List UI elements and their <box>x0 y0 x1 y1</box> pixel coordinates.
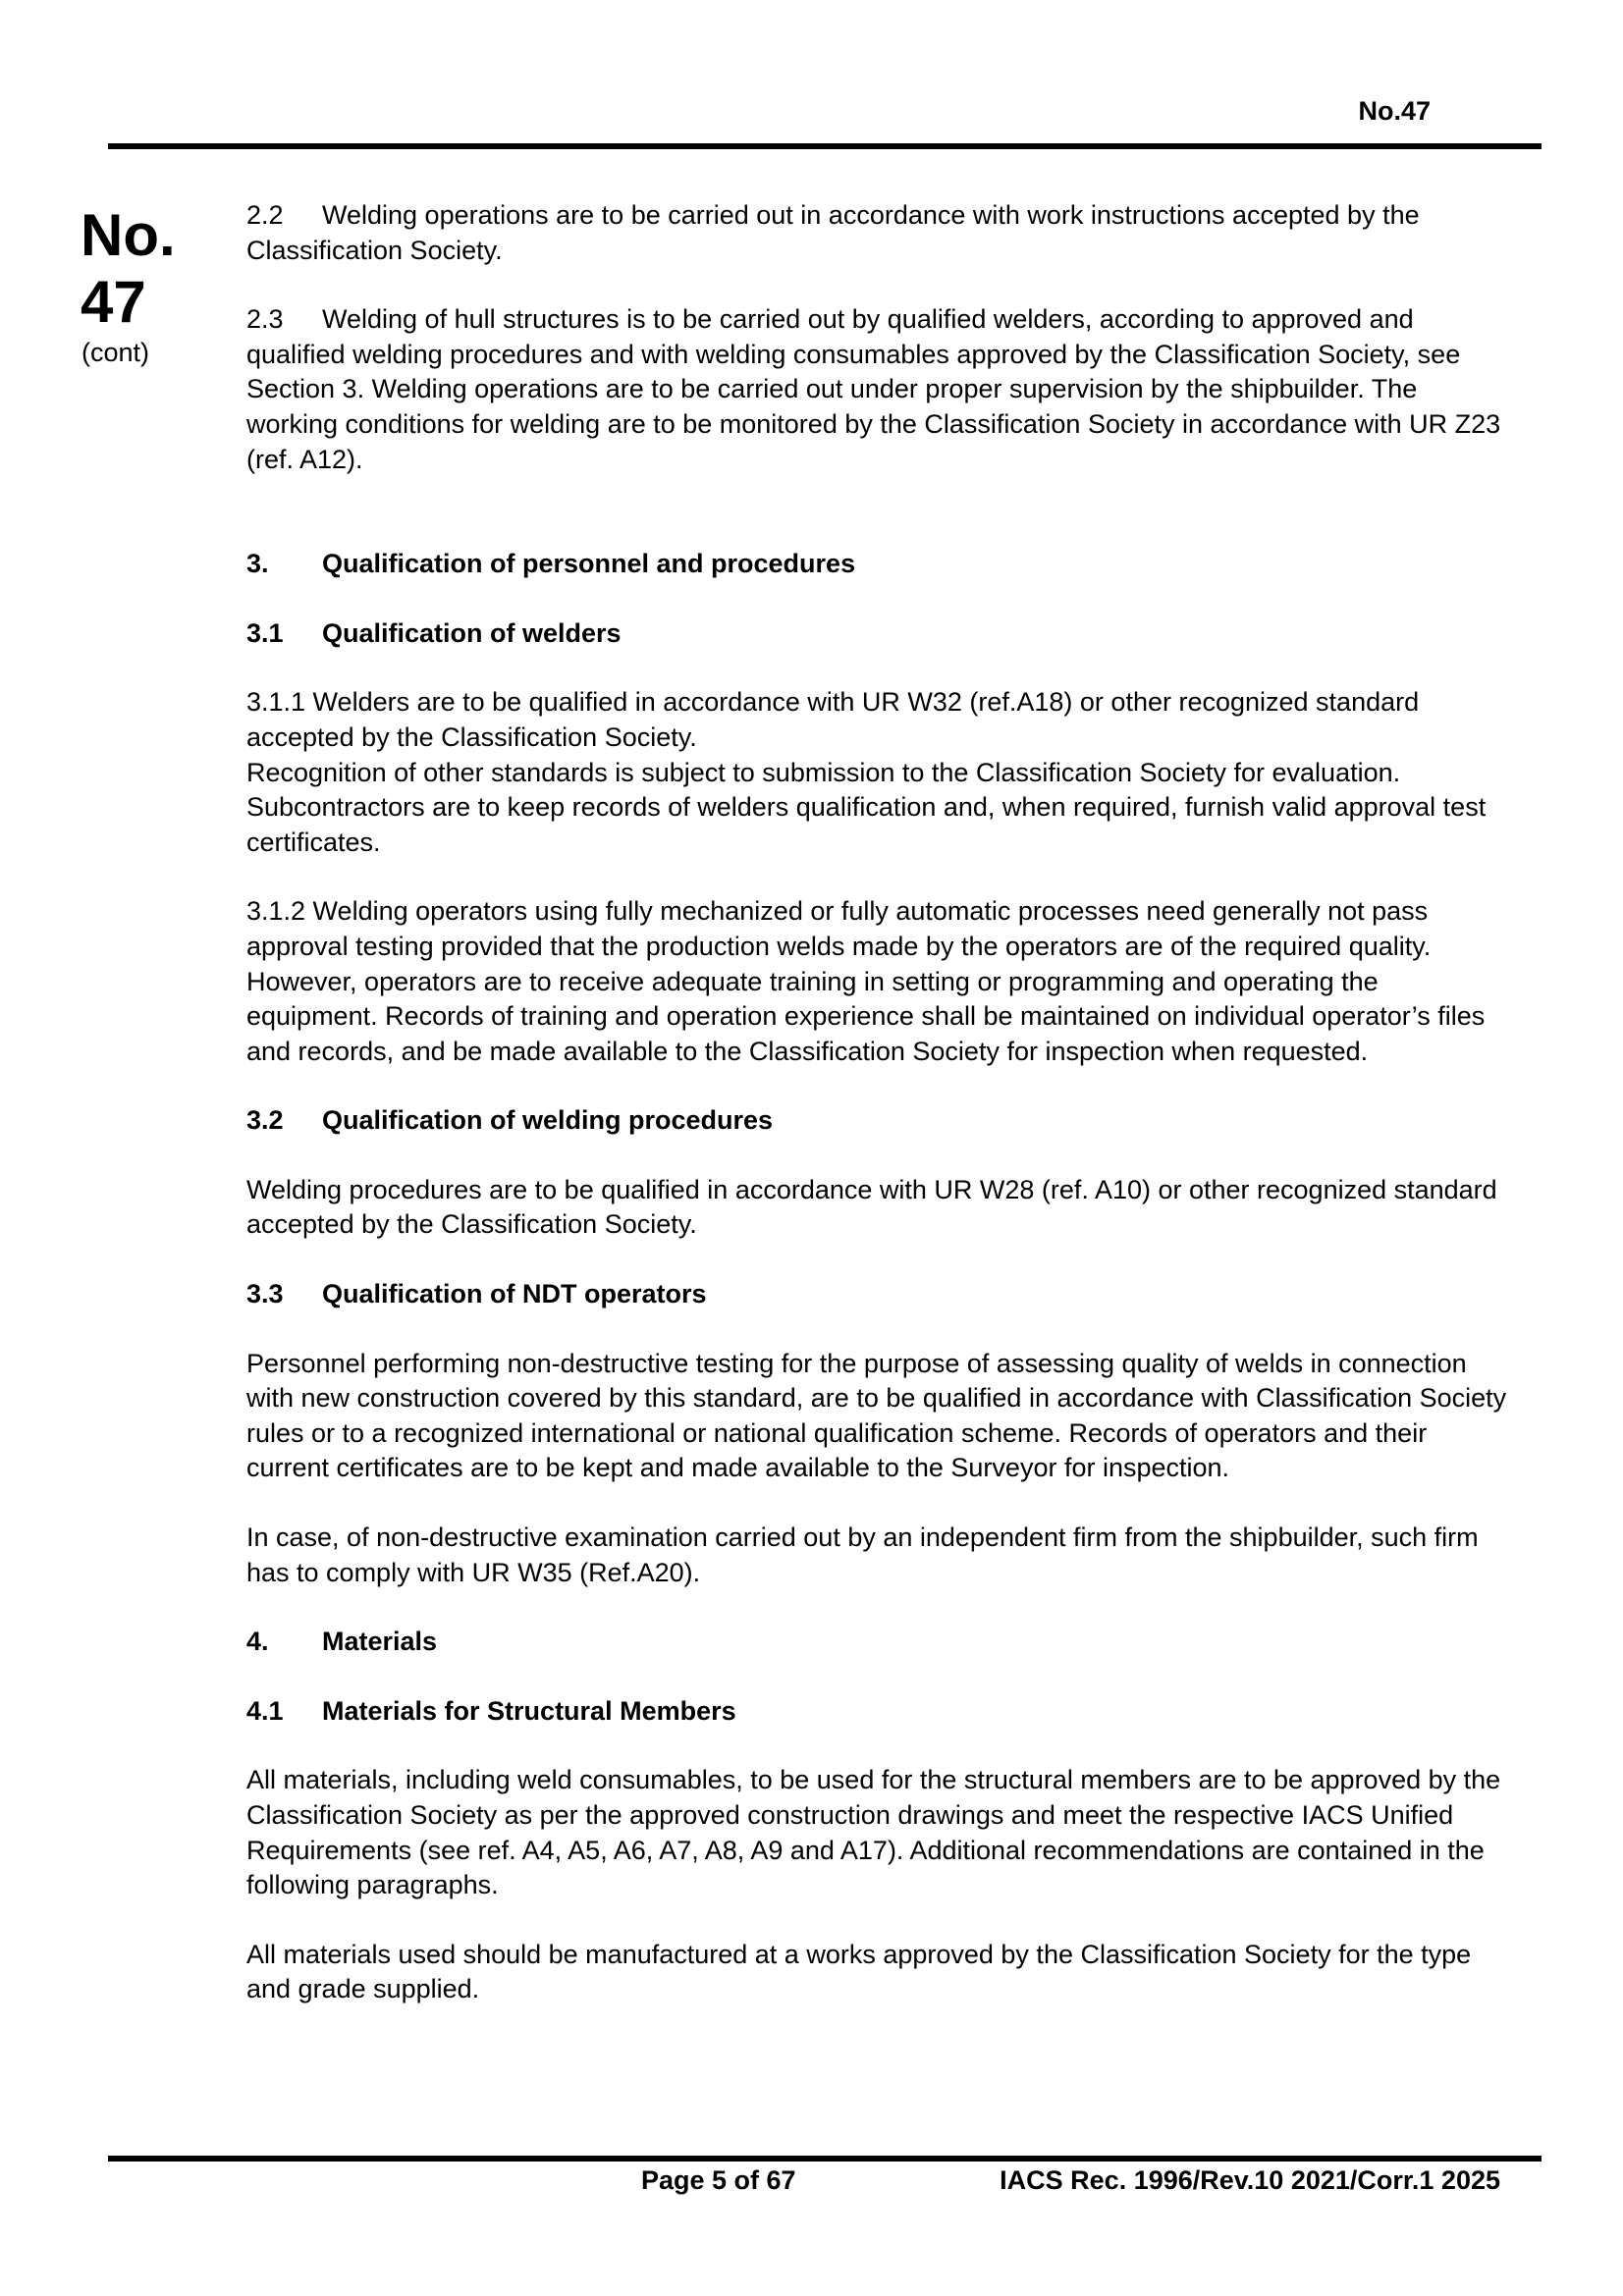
heading-number: 3.1 <box>246 617 284 648</box>
header-doc-number: No.47 <box>1358 96 1431 126</box>
side-cont-label: (cont) <box>81 338 150 367</box>
paragraph-number: 2.2 <box>246 200 284 230</box>
footer-reference: IACS Rec. 1996/Rev.10 2021/Corr.1 2025 <box>1000 2165 1500 2195</box>
heading-number: 4. <box>246 1627 269 1657</box>
document-body <box>246 198 1513 2007</box>
paragraph-3-1-1-recognition: Recognition of other standards is subject to submission to the Classification Society for evaluation. Subcontractors are to keep records of welders qualification and, when required, furnish valid approval test certificates. <box>246 757 1487 857</box>
paragraph-text: Welding of hull structures is to be carried out by qualified welders, according to approved and qualified welding procedures and with welding consumables approved by the Classification Society, see Section 3. Welding operations are to be carried out under proper supervision by the shipbuilder. The working conditions for welding are to be monitored by the Classification Society in accordance with UR Z23 (ref. A12). <box>246 304 1501 474</box>
footer-rule <box>108 2156 1542 2162</box>
side-no-label: No. <box>81 202 176 268</box>
heading-title: Qualification of personnel and procedures <box>322 549 856 579</box>
paragraph-3-1-2: 3.1.2 Welding operators using fully mechanized or fully automatic processes need generally not pass approval testing provided that the production welds made by the operators are of the required quality. However, operators are to receive adequate training in setting or programming and operating the equipment. Records of training and operation experience shall be maintained on individual operator’s files and records, and be made available to the Classification Society for inspection when requested. <box>246 896 1486 1066</box>
paragraph-2-2 <box>246 198 1513 268</box>
header-rule <box>108 143 1542 149</box>
paragraph-3-3-independent-firm: In case, of non-destructive examination carried out by an independent firm from the shipbuilder, such firm has to comply with UR W35 (Ref.A20). <box>246 1522 1479 1587</box>
heading-section-4-1 <box>246 1694 1513 1730</box>
heading-number: 3.3 <box>246 1279 284 1309</box>
paragraph-2-3 <box>246 302 1513 477</box>
heading-number: 3. <box>246 549 269 579</box>
heading-section-4 <box>246 1625 1513 1660</box>
heading-number: 3.2 <box>246 1105 284 1136</box>
paragraph-4-1-manufacture: All materials used should be manufactured at a works approved by the Classification Society for the type and grade supplied. <box>246 1939 1472 2004</box>
heading-title: Qualification of welders <box>322 617 622 648</box>
heading-title: Qualification of welding procedures <box>322 1105 774 1136</box>
side-doc-number <box>81 202 176 336</box>
heading-section-3-1 <box>246 616 1513 652</box>
footer-page-number: Page 5 of 67 <box>641 2165 796 2195</box>
heading-title: Materials for Structural Members <box>322 1695 736 1726</box>
paragraph-text: Welding operations are to be carried out in accordance with work instructions accepted by the Classification Society. <box>246 200 1420 265</box>
heading-title: Materials <box>322 1627 438 1657</box>
heading-number: 4.1 <box>246 1695 284 1726</box>
paragraph-number: 2.3 <box>246 304 284 335</box>
paragraph-3-2: Welding procedures are to be qualified in accordance with UR W28 (ref. A10) or other recognized standard accepted by the Classification Society. <box>246 1174 1497 1240</box>
heading-section-3-3 <box>246 1277 1513 1312</box>
paragraph-3-1-1: 3.1.1 Welders are to be qualified in accordance with UR W32 (ref.A18) or other recognized standard accepted by the Classification Society. <box>246 687 1420 752</box>
paragraph-4-1-materials: All materials, including weld consumables, to be used for the structural members are to be approved by the Classification Society as per the approved construction drawings and meet the respective IACS Unified Requirements (see ref. A4, A5, A6, A7, A8, A9 and A17). Additional recommendations are contained in the following paragraphs. <box>246 1765 1501 1900</box>
heading-section-3-2 <box>246 1103 1513 1139</box>
paragraph-3-3-personnel: Personnel performing non-destructive testing for the purpose of assessing quality of welds in connection with new construction covered by this standard, are to be qualified in accordance with Classification Society rules or to a recognized international or national qualification scheme. Records of operators and their current certificates are to be kept and made available to the Surveyor for inspection. <box>246 1348 1507 1483</box>
side-number: 47 <box>81 269 146 335</box>
heading-section-3 <box>246 547 1513 582</box>
heading-title: Qualification of NDT operators <box>322 1279 707 1309</box>
